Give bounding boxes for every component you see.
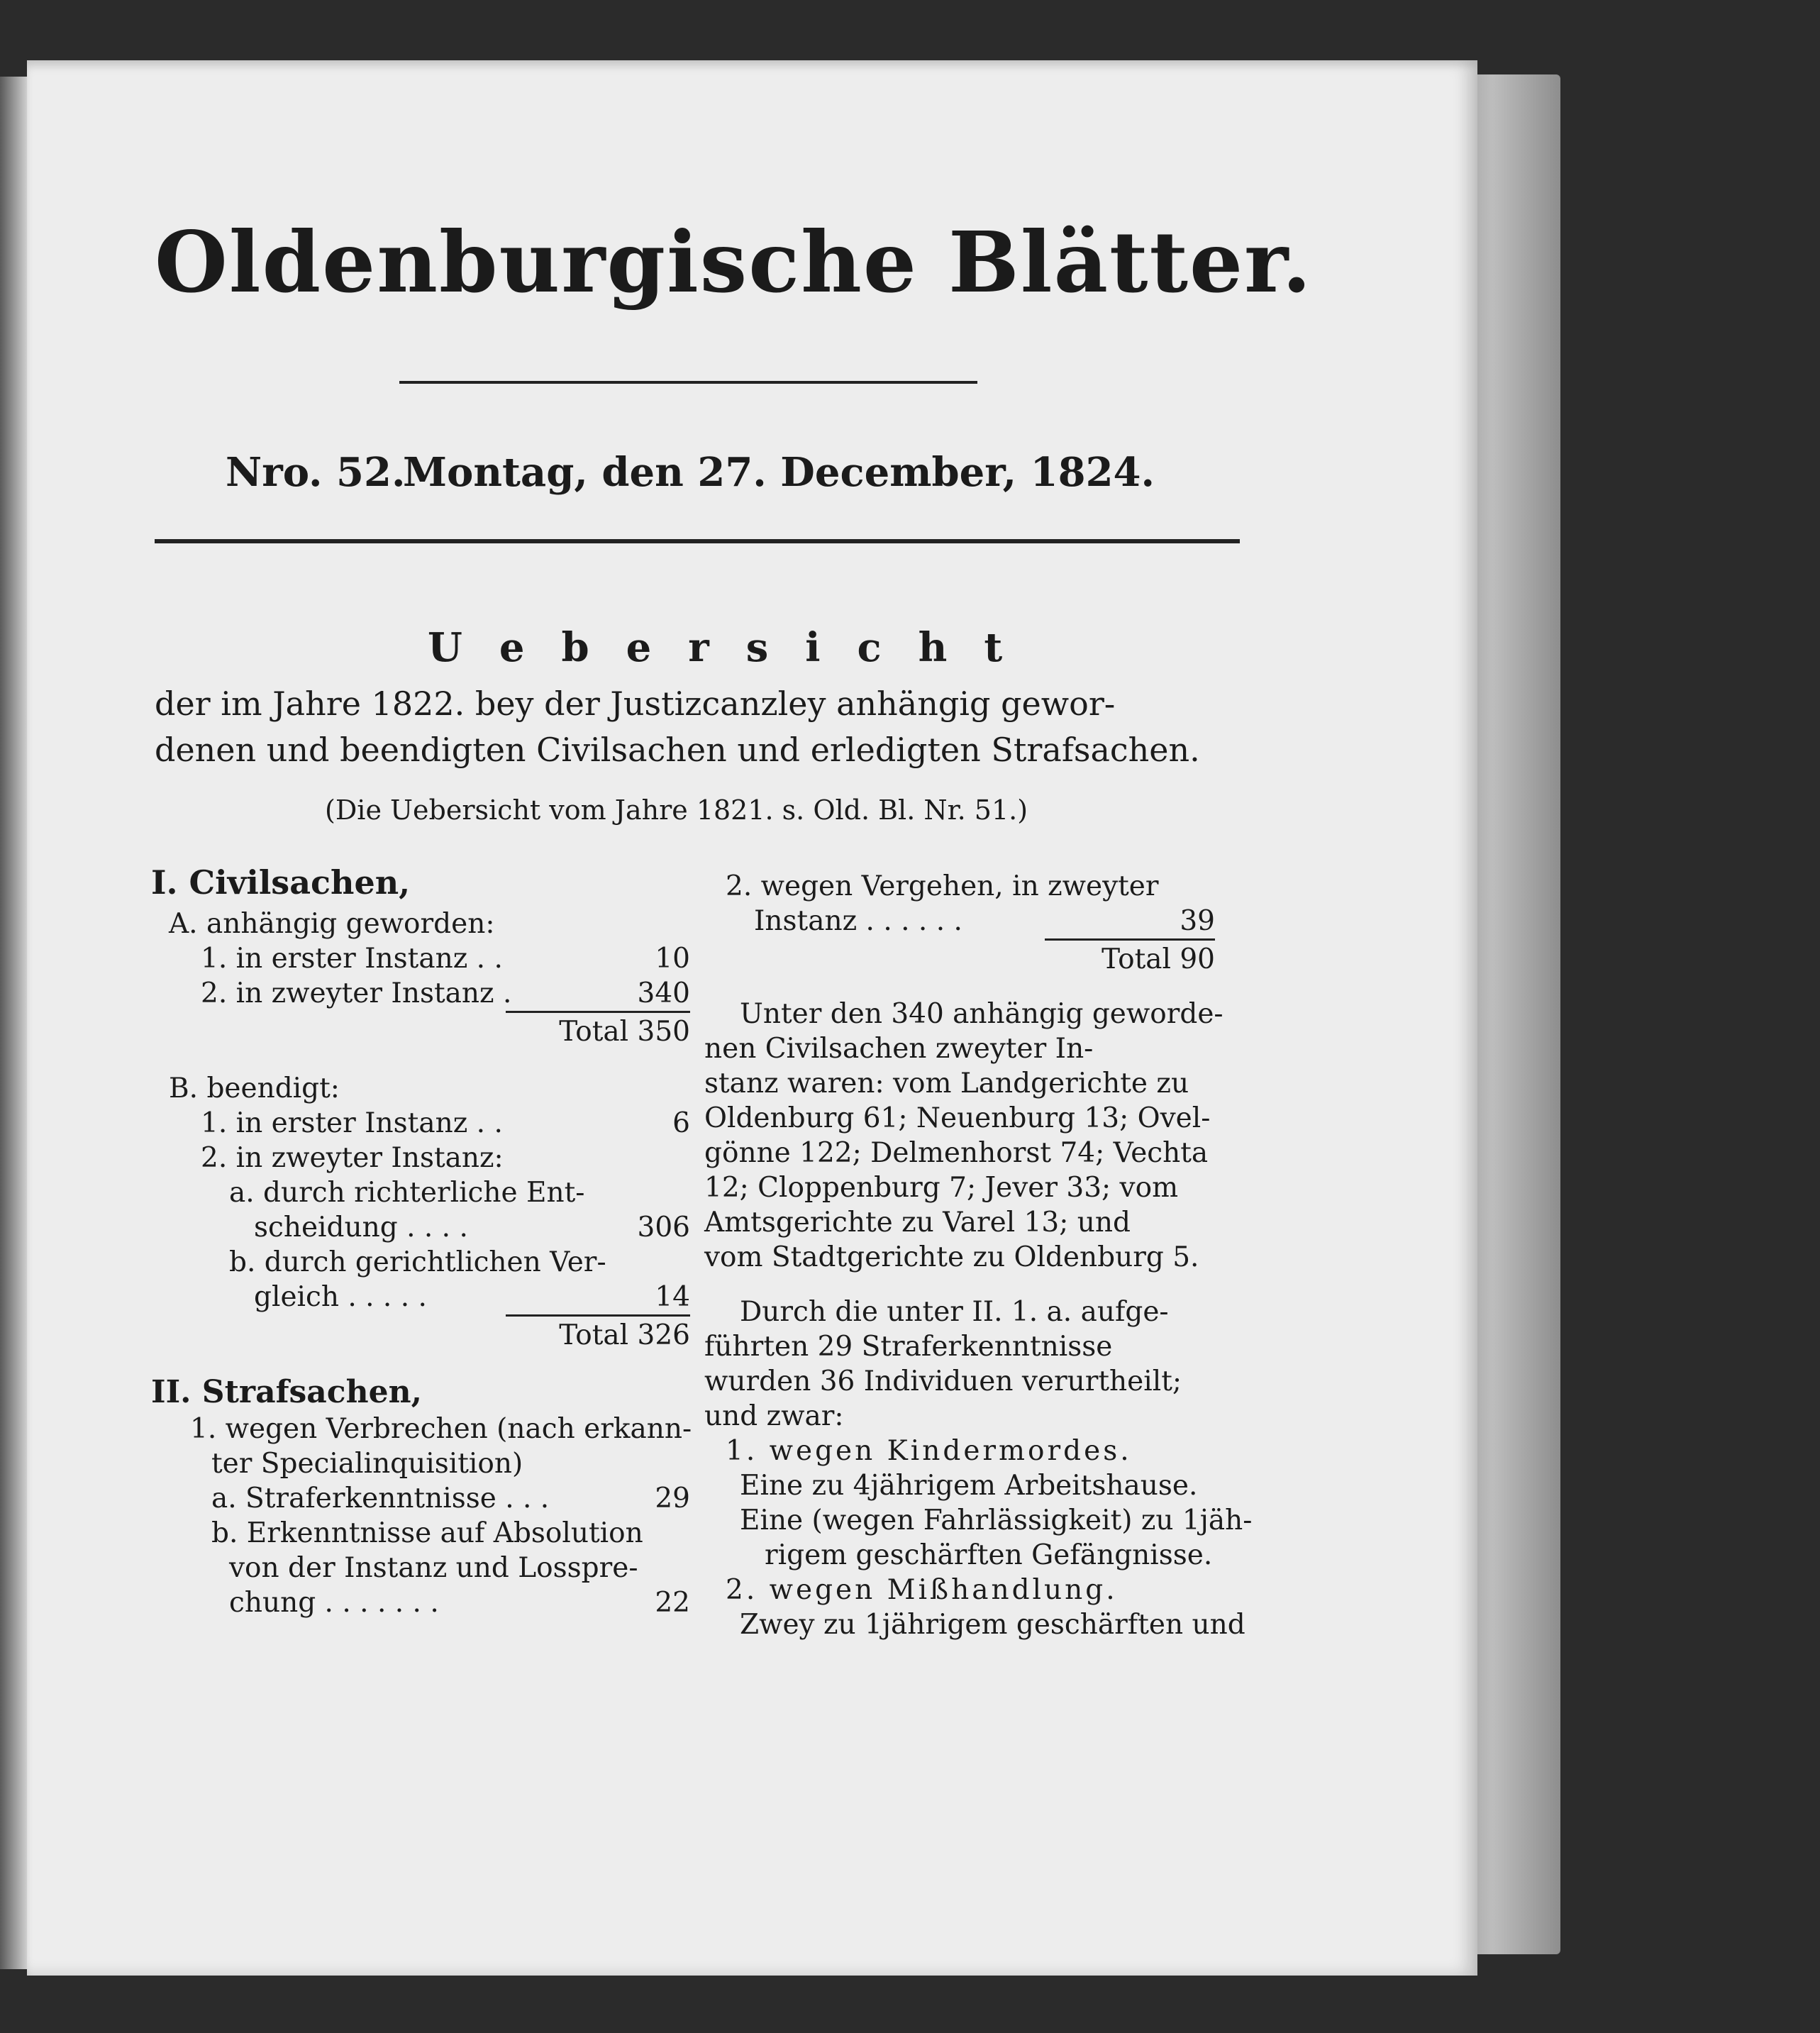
civil-title: I. Civilsachen, <box>151 863 411 902</box>
issue-number: Nro. 52. <box>226 449 406 496</box>
paragraph-line: Zwey zu 1jährigem geschärften und <box>740 1609 1245 1641</box>
pending-title: A. anhängig geworden: <box>169 908 495 940</box>
paragraph-line: Durch die unter II. 1. a. aufge- <box>740 1296 1169 1328</box>
total-value: Total 326 <box>559 1319 690 1351</box>
row-label: a. durch richterliche Ent- <box>229 1177 585 1209</box>
row-label: b. Erkenntnisse auf Absolution <box>211 1517 643 1549</box>
row-value: 14 <box>655 1281 690 1313</box>
paragraph-line: Eine zu 4jährigem Arbeitshause. <box>740 1470 1198 1502</box>
masthead-rule <box>399 381 977 384</box>
sum-rule <box>506 1314 690 1317</box>
row-value: 39 <box>1180 905 1215 937</box>
row-value: 29 <box>655 1483 690 1514</box>
subtitle-line-1: der im Jahre 1822. bey der Justizcanzley anhängig gewor- <box>155 685 1116 723</box>
row-label: 2. wegen Vergehen, in zweyter <box>726 870 1159 902</box>
row-label: scheidung . . . . <box>254 1212 468 1243</box>
paragraph-line: nen Civilsachen zweyter In- <box>704 1033 1094 1065</box>
crime-heading: 2. wegen Mißhandlung. <box>726 1574 1118 1606</box>
issue-rule <box>155 539 1240 543</box>
total-value: Total 350 <box>559 1016 690 1048</box>
row-label: 2. in zweyter Instanz: <box>201 1142 504 1174</box>
subtitle-line-2: denen und beendigten Civilsachen und erledigten Strafsachen. <box>155 731 1200 769</box>
newspaper-page <box>27 60 1477 1976</box>
finished-title: B. beendigt: <box>169 1073 340 1104</box>
masthead-title: Oldenburgische Blätter. <box>155 213 1313 311</box>
row-value: 340 <box>637 977 690 1009</box>
overview-note: (Die Uebersicht vom Jahre 1821. s. Old. Bl. Nr. 51.) <box>325 794 1028 826</box>
row-label: b. durch gerichtlichen Ver- <box>229 1246 606 1278</box>
row-value: 306 <box>637 1212 690 1243</box>
row-label: 2. in zweyter Instanz . <box>201 977 512 1009</box>
paragraph-line: wurden 36 Individuen verurtheilt; <box>704 1366 1182 1397</box>
paragraph-line: vom Stadtgerichte zu Oldenburg 5. <box>704 1241 1199 1273</box>
crime-heading: 1. wegen Kindermordes. <box>726 1435 1132 1467</box>
row-value: 22 <box>655 1587 690 1619</box>
paragraph-line: führten 29 Straferkenntnisse <box>704 1331 1113 1363</box>
paragraph-line: rigem geschärften Gefängnisse. <box>765 1539 1213 1571</box>
left-page-edge <box>0 77 27 1969</box>
row-label: Instanz . . . . . . <box>754 905 962 937</box>
paragraph-line: Oldenburg 61; Neuenburg 13; Ovel- <box>704 1102 1211 1134</box>
sum-rule <box>1045 938 1215 941</box>
paragraph-line: Amtsgerichte zu Varel 13; und <box>704 1207 1131 1239</box>
paragraph-line: Unter den 340 anhängig geworde- <box>740 998 1223 1030</box>
row-label: gleich . . . . . <box>254 1281 427 1313</box>
row-value: 6 <box>672 1107 690 1139</box>
paragraph-line: gönne 122; Delmenhorst 74; Vechta <box>704 1137 1209 1169</box>
row-label: a. Straferkenntnisse . . . <box>211 1483 550 1514</box>
row-label: von der Instanz und Losspre- <box>229 1552 638 1584</box>
row-label: chung . . . . . . . <box>229 1587 439 1619</box>
section-heading: Uebersicht <box>428 624 1040 671</box>
sum-rule <box>506 1011 690 1013</box>
row-value: 10 <box>655 943 690 975</box>
issue-date: Montag, den 27. December, 1824. <box>403 449 1155 496</box>
paragraph-line: stanz waren: vom Landgerichte zu <box>704 1068 1189 1099</box>
paragraph-line: Eine (wegen Fahrlässigkeit) zu 1jäh- <box>740 1505 1253 1536</box>
total-value: Total 90 <box>1102 943 1215 975</box>
paragraph-line: und zwar: <box>704 1400 844 1432</box>
row-label: 1. wegen Verbrechen (nach erkann- <box>190 1413 692 1445</box>
row-label: 1. in erster Instanz . . <box>201 1107 503 1139</box>
criminal-title: II. Strafsachen, <box>151 1374 422 1410</box>
row-label: ter Specialinquisition) <box>211 1448 523 1480</box>
paragraph-line: 12; Cloppenburg 7; Jever 33; vom <box>704 1172 1179 1204</box>
row-label: 1. in erster Instanz . . <box>201 943 503 975</box>
